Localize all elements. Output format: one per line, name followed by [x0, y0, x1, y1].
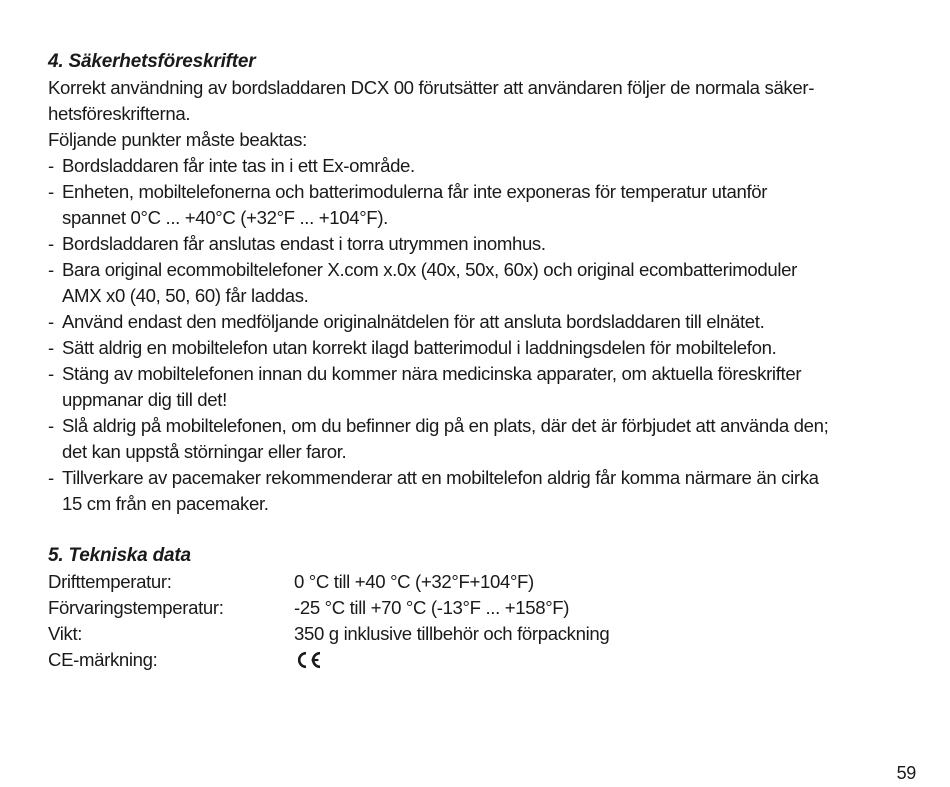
section-heading-safety: 4. Säkerhetsföreskrifter [48, 51, 256, 72]
spec-label: Vikt: [48, 623, 83, 644]
spec-value [294, 647, 322, 673]
bullet-dash: - [48, 259, 54, 280]
spec-label: Drifttemperatur: [48, 571, 172, 592]
bullet-dash: - [48, 337, 54, 358]
manual-page [48, 49, 918, 673]
bullet-text: Sätt aldrig en mobiltelefon utan korrekt ilagd batterimodul i laddningsdelen för mobiltelefon. [62, 337, 777, 358]
bullet-text: uppmanar dig till det! [62, 389, 227, 410]
bullet-dash: - [48, 363, 54, 384]
bullet-text: Stäng av mobiltelefonen innan du kommer nära medicinska apparater, om aktuella föreskrifter [62, 363, 802, 384]
bullet-text: 15 cm från en pacemaker. [62, 493, 269, 514]
safety-bullet [48, 335, 918, 361]
bullet-text: Använd endast den medföljande originalnätdelen för att ansluta bordsladdaren till elnätet. [62, 311, 765, 332]
spec-value: -25 °C till +70 °C (-13°F ... +158°F) [294, 597, 570, 618]
safety-bullet [48, 413, 918, 465]
bullet-dash: - [48, 181, 54, 202]
safety-bullet-list [48, 153, 918, 517]
spec-row-storage-temperature [48, 595, 918, 621]
bullet-dash: - [48, 233, 54, 254]
spec-row-ce-marking [48, 647, 918, 673]
bullet-dash: - [48, 155, 54, 176]
spec-value: 350 g inklusive tillbehör och förpackning [294, 623, 610, 644]
bullet-text: Tillverkare av pacemaker rekommenderar att en mobiltelefon aldrig får komma närmare än cirka [62, 467, 819, 488]
spec-label: Förvaringstemperatur: [48, 597, 224, 618]
intro-line-1: Korrekt användning av bordsladdaren DCX 00 förutsätter att användaren följer de normala säker- [48, 77, 815, 98]
safety-bullet [48, 153, 918, 179]
safety-bullet [48, 361, 918, 413]
spec-row-weight [48, 621, 918, 647]
bullet-text: Slå aldrig på mobiltelefonen, om du befinner dig på en plats, där det är förbjudet att använda den; [62, 415, 829, 436]
bullet-text: spannet 0°C ... +40°C (+32°F ... +104°F). [62, 207, 388, 228]
spec-value: 0 °C till +40 °C (+32°F+104°F) [294, 571, 534, 592]
bullet-dash: - [48, 311, 54, 332]
bullet-text: AMX x0 (40, 50, 60) får laddas. [62, 285, 309, 306]
intro-line-2: hetsföreskrifterna. [48, 103, 191, 124]
page-number: 59 [896, 763, 916, 783]
intro-line-3: Följande punkter måste beaktas: [48, 129, 307, 150]
safety-bullet [48, 179, 918, 231]
bullet-text: Bordsladdaren får anslutas endast i torra utrymmen inomhus. [62, 233, 546, 254]
section-heading-technical-data: 5. Tekniska data [48, 545, 191, 566]
ce-mark-icon [294, 651, 322, 669]
bullet-dash: - [48, 415, 54, 436]
section-spacer [48, 517, 918, 543]
bullet-text: Bordsladdaren får inte tas in i ett Ex-område. [62, 155, 415, 176]
safety-bullet [48, 231, 918, 257]
spec-row-operating-temperature [48, 569, 918, 595]
spec-label: CE-märkning: [48, 649, 158, 670]
safety-bullet [48, 465, 918, 517]
bullet-dash: - [48, 467, 54, 488]
bullet-text: det kan uppstå störningar eller faror. [62, 441, 347, 462]
bullet-text: Bara original ecommobiltelefoner X.com x.0x (40x, 50x, 60x) och original ecombatterimoduler [62, 259, 797, 280]
spec-table [48, 569, 918, 673]
safety-bullet [48, 309, 918, 335]
safety-bullet [48, 257, 918, 309]
bullet-text: Enheten, mobiltelefonerna och batterimodulerna får inte exponeras för temperatur utanför [62, 181, 768, 202]
